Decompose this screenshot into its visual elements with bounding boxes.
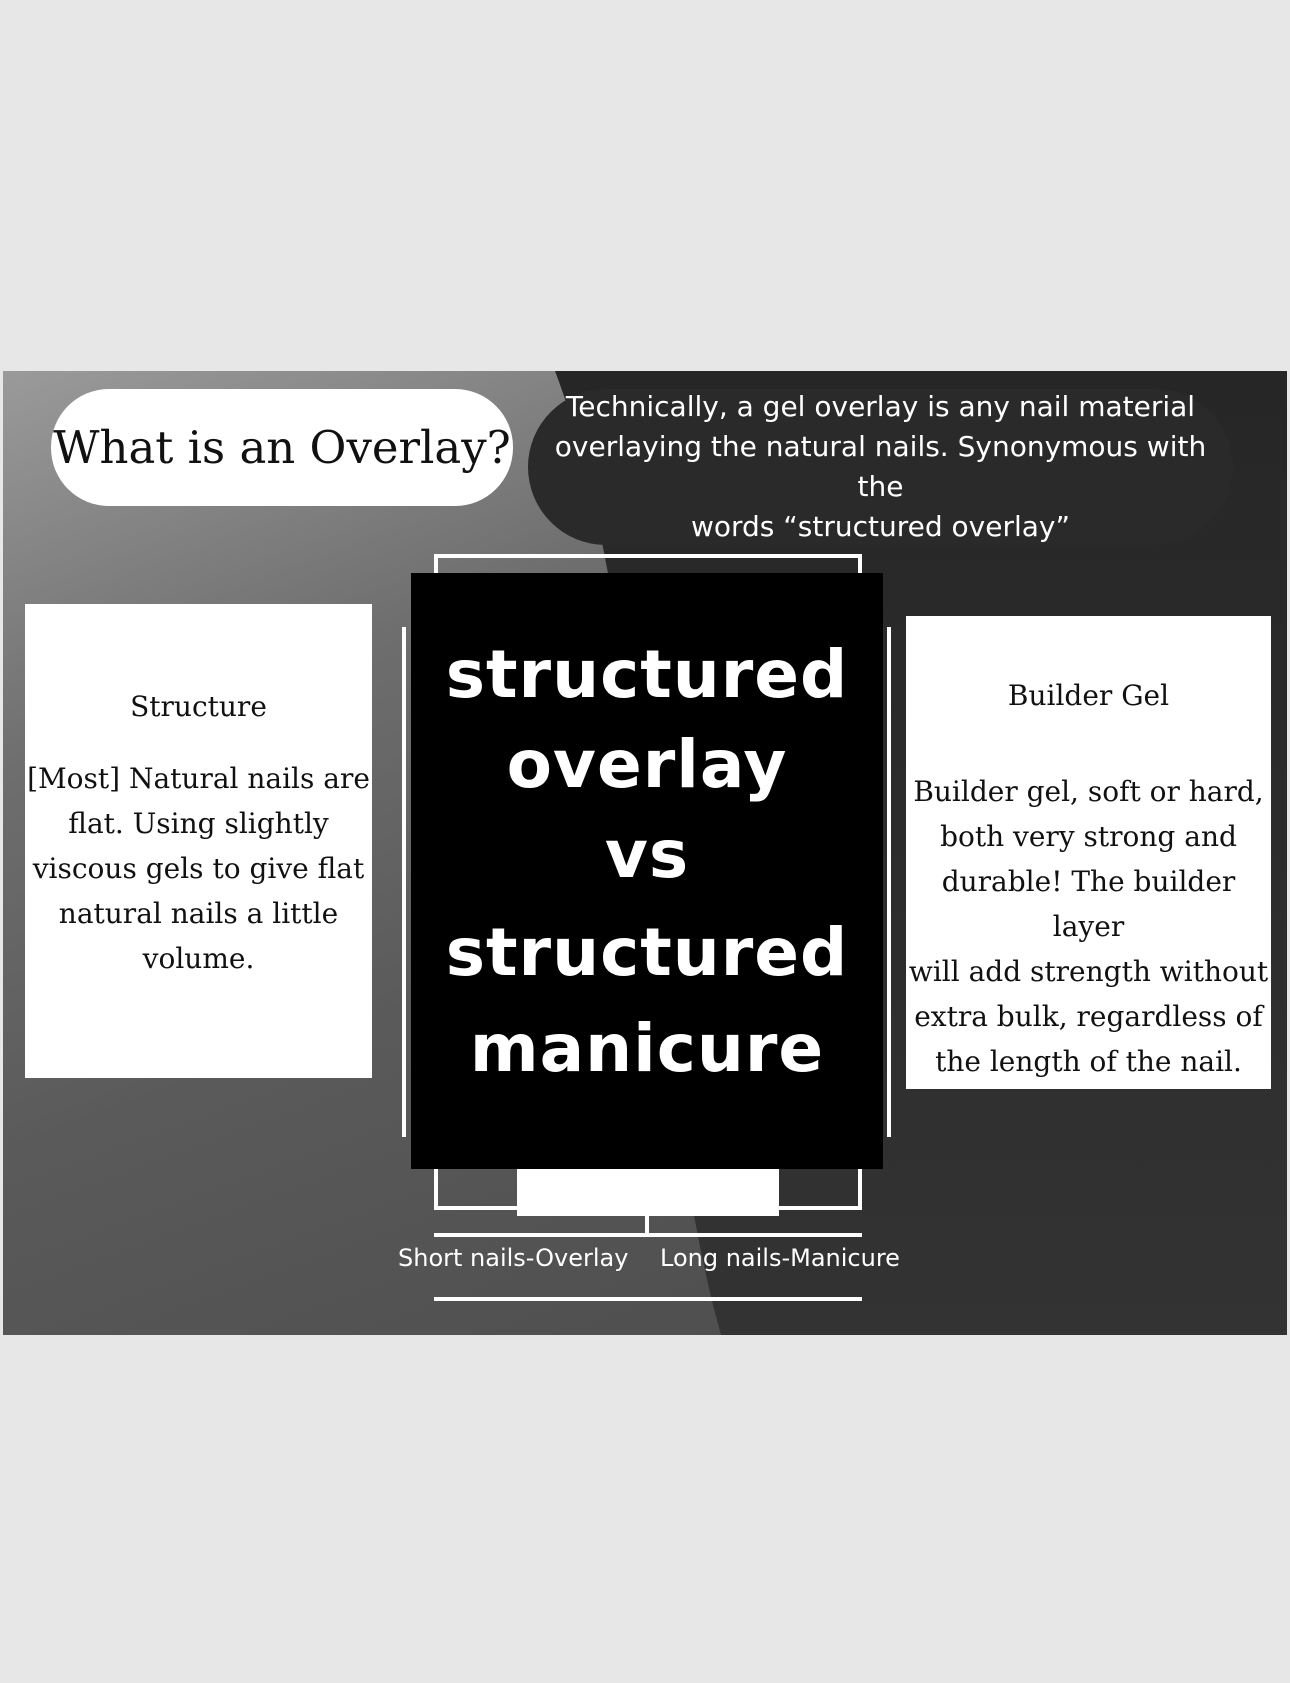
card-body-line: Builder gel, soft or hard, (913, 775, 1264, 808)
builder-gel-card (906, 616, 1271, 1089)
bottom-rule (434, 1297, 862, 1301)
definition-line: Technically, a gel overlay is any nail material (565, 390, 1196, 423)
structure-card (25, 604, 372, 1078)
card-body-line: volume. (142, 942, 255, 975)
center-line: vs (604, 816, 690, 893)
center-line: structured (445, 636, 849, 713)
white-block (517, 1169, 779, 1216)
card-body (906, 769, 1271, 1084)
connector-bar (434, 1233, 862, 1237)
center-line: structured (445, 914, 849, 991)
short-nails-label: Short nails-Overlay (398, 1244, 629, 1272)
card-body-line: will add strength without (908, 955, 1269, 988)
card-body-line: the length of the nail. (935, 1045, 1242, 1078)
center-line: manicure (469, 1010, 825, 1087)
card-heading: Builder Gel (1007, 679, 1170, 712)
card-body (25, 756, 372, 981)
card-body-line: viscous gels to give flat (32, 852, 365, 885)
frame-bottom-left-tick (434, 1169, 438, 1209)
frame-top-line (434, 554, 862, 558)
page-title: What is an Overlay? (51, 389, 513, 506)
frame-top-right-tick (858, 554, 862, 574)
card-body-line: durable! The builder layer (941, 865, 1236, 943)
definition-line: overlaying the natural nails. Synonymous with the (554, 430, 1207, 503)
card-body-line: [Most] Natural nails are (27, 762, 370, 795)
frame-bottom-right-tick (858, 1169, 862, 1209)
frame-left-line (402, 627, 406, 1137)
card-body-line: natural nails a little (58, 897, 339, 930)
card-heading: Structure (130, 690, 267, 723)
frame-top-left-tick (434, 554, 438, 574)
card-body-line: flat. Using slightly (68, 807, 329, 840)
card-body-line: both very strong and (940, 820, 1237, 853)
long-nails-label: Long nails-Manicure (660, 1244, 900, 1272)
definition-pill (528, 389, 1233, 545)
slide (3, 371, 1287, 1335)
center-title-box (411, 573, 883, 1169)
frame-right-line (887, 627, 891, 1137)
center-line: overlay (506, 726, 788, 803)
card-body-line: extra bulk, regardless of (914, 1000, 1263, 1033)
connector-stem (645, 1216, 649, 1234)
definition-line: words “structured overlay” (690, 510, 1070, 543)
